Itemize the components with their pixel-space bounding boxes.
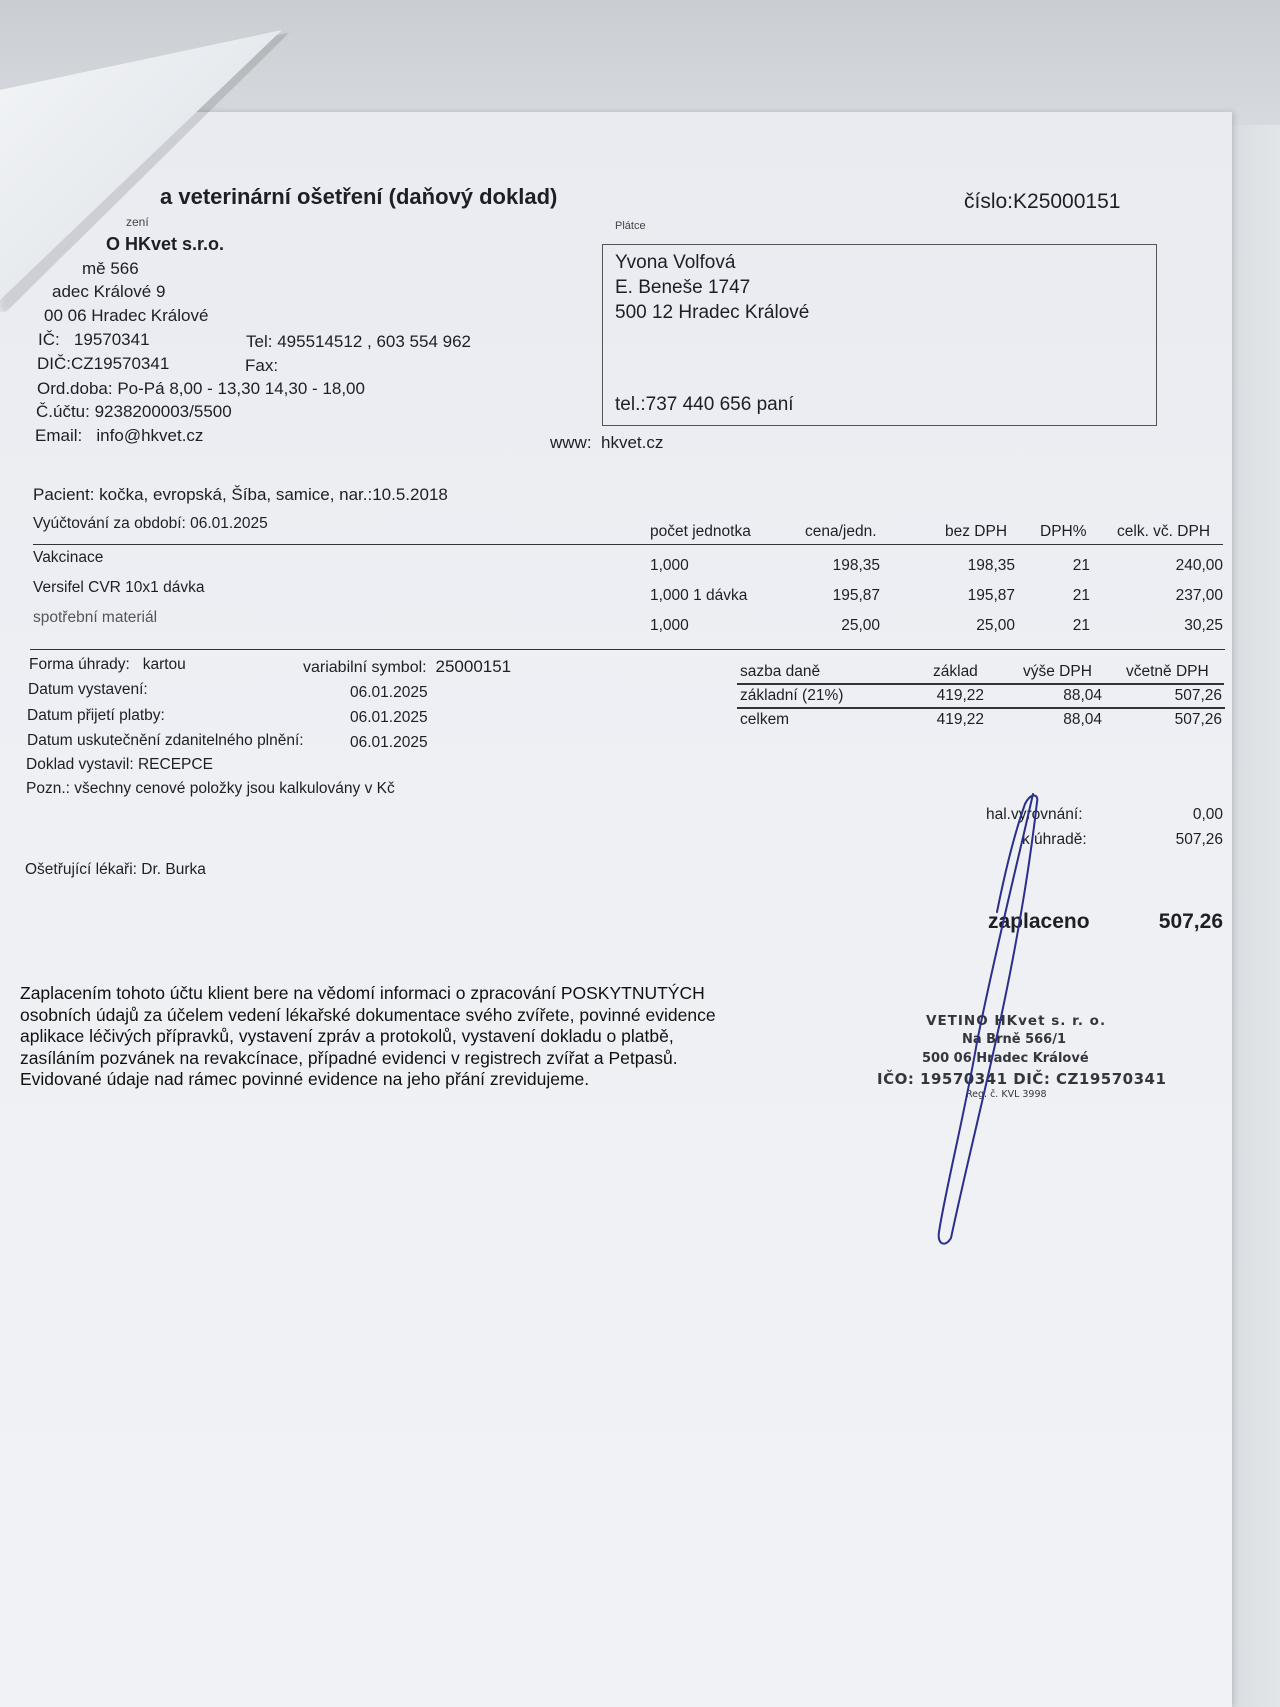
stamp-line: Reg. č. KVL 3998 <box>966 1089 1047 1100</box>
item-vat: 21 <box>1072 557 1090 574</box>
vat-base: 419,22 <box>936 711 984 728</box>
provider-fax: Fax: <box>245 356 279 375</box>
gdpr-line: Zaplacením tohoto účtu klient bere na vědomí informaci o zpracování POSKYTNUTÝCH <box>20 983 705 1003</box>
payer-label: Plátce <box>615 220 646 232</box>
item-without-vat: 195,87 <box>967 587 1015 604</box>
currency-note: Pozn.: všechny cenové položky jsou kalkulovány v Kč <box>26 780 395 797</box>
issued-label: Datum vystavení: <box>28 681 148 698</box>
provider-email <box>35 426 203 446</box>
col-total-header: celk. vč. DPH <box>1117 523 1211 540</box>
payer-name: Yvona Volfová <box>615 252 736 273</box>
provider-city-part: adec Králové 9 <box>52 282 166 301</box>
billing-period: Vyúčtování za období: 06.01.2025 <box>33 515 268 532</box>
payer-street: E. Beneše 1747 <box>615 277 751 298</box>
gdpr-notice <box>20 983 716 1091</box>
item-total: 240,00 <box>1175 557 1223 574</box>
dic-value: CZ19570341 <box>71 354 170 373</box>
provider-account <box>36 402 232 422</box>
to-pay-label: k úhradě: <box>1022 831 1087 848</box>
dic-label: DIČ: <box>37 354 71 373</box>
gdpr-line: zasíláním pozvánek na revakcínace, případné evidenci v registrech zvířat a Petpasů. <box>20 1047 678 1068</box>
tel-value: 495514512 , 603 554 962 <box>277 332 472 351</box>
item-name: spotřební materiál <box>33 609 158 626</box>
vat-header-rule <box>737 683 1224 685</box>
provider-name: O HKvet s.r.o. <box>106 234 225 254</box>
issued-value: 06.01.2025 <box>350 684 428 701</box>
provider-section-label: zení <box>126 215 149 229</box>
taxable-value: 06.01.2025 <box>350 734 428 751</box>
gdpr-line: Evidované údaje nad rámec povinné evidence na jeho přání zrevidujeme. <box>20 1069 590 1089</box>
item-qty: 1,000 <box>650 617 689 634</box>
number-label: číslo: <box>964 190 1014 213</box>
vat-rate: celkem <box>740 711 790 728</box>
item-qty: 1,000 1 dávka <box>650 587 748 604</box>
vat-col-rate-header: sazba daně <box>740 663 821 680</box>
provider-www <box>550 433 663 453</box>
vat-total: 507,26 <box>1174 687 1222 704</box>
item-vat: 21 <box>1072 617 1090 634</box>
to-pay-value: 507,26 <box>1175 831 1223 848</box>
hours-label: Ord.doba: <box>37 379 113 398</box>
stamp-line: VETINO HKvet s. r. o. <box>926 1013 1107 1029</box>
provider-ic <box>38 330 150 350</box>
treating-doctor: Ošetřující lékaři: Dr. Burka <box>25 861 206 878</box>
www-value: hkvet.cz <box>601 433 664 452</box>
received-value: 06.01.2025 <box>350 709 428 726</box>
provider-hours <box>37 379 365 399</box>
vat-col-amount-header: výše DPH <box>1023 663 1092 680</box>
vs-label: variabilní symbol: <box>303 659 427 676</box>
patient-line: Pacient: kočka, evropská, Šíba, samice, nar.:10.5.2018 <box>33 485 448 504</box>
document-title: a veterinární ošetření (daňový doklad) <box>160 184 558 209</box>
item-vat: 21 <box>1072 587 1090 604</box>
table-header-rule <box>33 544 1223 545</box>
provider-street: mě 566 <box>82 259 139 278</box>
received-label: Datum přijetí platby: <box>27 707 165 724</box>
item-name: Vakcinace <box>33 549 104 566</box>
issued-by: Doklad vystavil: RECEPCE <box>26 756 213 773</box>
provider-zip-city: 00 06 Hradec Králové <box>44 306 209 325</box>
vat-amount: 88,04 <box>1063 687 1102 704</box>
variable-symbol <box>303 657 511 677</box>
item-without-vat: 25,00 <box>976 617 1015 634</box>
rounding-value: 0,00 <box>1192 806 1223 823</box>
item-total: 30,25 <box>1184 617 1223 634</box>
hours-value: Po-Pá 8,00 - 13,30 14,30 - 18,00 <box>117 379 365 398</box>
item-unit-price: 25,00 <box>841 617 880 634</box>
document-number <box>964 190 1120 214</box>
provider-dic <box>37 354 169 374</box>
vat-amount: 88,04 <box>1063 711 1102 728</box>
vat-col-base-header: základ <box>933 663 978 680</box>
vs-value: 25000151 <box>435 657 512 676</box>
ic-label: IČ: <box>38 330 60 349</box>
vat-rate: základní (21%) <box>740 687 844 704</box>
payment-form-label: Forma úhrady: <box>29 656 130 673</box>
stamp-line: IČO: 19570341 DIČ: CZ19570341 <box>877 1070 1167 1088</box>
account-label: Č.účtu: <box>36 402 90 421</box>
col-vat-header: DPH% <box>1040 523 1087 540</box>
account-value: 9238200003/5500 <box>94 402 232 421</box>
email-label: Email: <box>35 426 83 445</box>
www-label: www: <box>550 433 592 452</box>
provider-tel <box>246 332 471 352</box>
payment-form-value: kartou <box>142 656 186 673</box>
stamp-line: Na Brně 566/1 <box>962 1032 1067 1047</box>
payer-phone: tel.:737 440 656 paní <box>615 394 794 415</box>
table-footer-rule <box>30 649 1225 650</box>
rounding-label: hal.vyrovnání: <box>986 806 1083 823</box>
item-unit-price: 198,35 <box>832 557 880 574</box>
col-qty-header: počet jednotka <box>650 523 751 540</box>
item-unit-price: 195,87 <box>832 587 880 604</box>
vat-base: 419,22 <box>936 687 984 704</box>
tel-label: Tel: <box>246 332 273 351</box>
vat-col-total-header: včetně DPH <box>1126 663 1209 680</box>
number-value: K25000151 <box>1013 190 1121 213</box>
paid-value: 507,26 <box>1158 910 1223 933</box>
paid-label: zaplaceno <box>988 910 1090 933</box>
item-without-vat: 198,35 <box>967 557 1015 574</box>
col-without-vat-header: bez DPH <box>945 523 1008 540</box>
stamp-line: 500 06 Hradec Králové <box>922 1051 1089 1066</box>
taxable-label: Datum uskutečnění zdanitelného plnění: <box>27 732 304 749</box>
vat-total: 507,26 <box>1174 711 1222 728</box>
paper-edge <box>1232 125 1280 1707</box>
invoice-paper <box>0 112 1232 1707</box>
payer-zip-city: 500 12 Hradec Králové <box>615 302 810 323</box>
vat-total-rule <box>737 707 1225 709</box>
item-total: 237,00 <box>1175 587 1223 604</box>
item-qty: 1,000 <box>650 557 689 574</box>
payment-form <box>29 656 186 674</box>
handwritten-signature <box>925 792 1045 1252</box>
col-unit-price-header: cena/jedn. <box>805 523 877 540</box>
item-name: Versifel CVR 10x1 dávka <box>33 579 205 596</box>
gdpr-line: osobních údajů za účelem vedení lékařské dokumentace svého zvířete, povinné evidence <box>20 1004 716 1025</box>
gdpr-line: aplikace léčivých přípravků, vystavení zpráv a protokolů, vystavení dokladu o platbě, <box>20 1026 674 1046</box>
ic-value: 19570341 <box>73 330 150 349</box>
email-value: info@hkvet.cz <box>96 426 204 445</box>
